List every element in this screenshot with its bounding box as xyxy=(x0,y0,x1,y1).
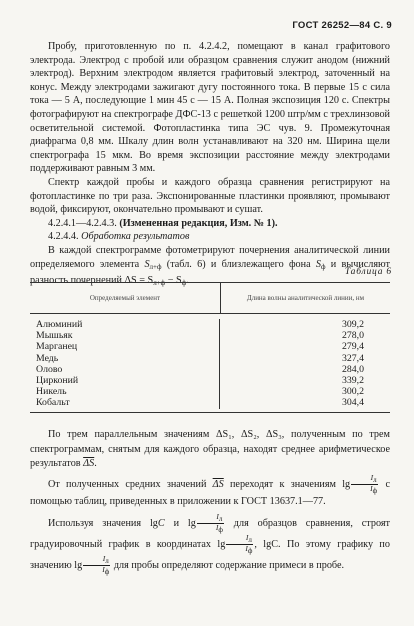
mean-delta-s-2: $\overline{\Delta S}$ xyxy=(212,478,224,490)
cell-wavelength: 284,0 xyxy=(341,363,364,375)
cell-wavelength: 339,2 xyxy=(341,374,364,386)
intensity-ratio xyxy=(226,534,253,555)
paragraph-calibration xyxy=(30,513,390,576)
conversion-text-b: переходят к значениям lg xyxy=(223,478,351,490)
table-row xyxy=(30,375,390,386)
table-header xyxy=(30,283,390,314)
ratio-num: I xyxy=(102,554,106,564)
calibration-text-c: для образцов сравнения, строят градуировочный график в координатах lg xyxy=(30,518,390,551)
section-title: Обработка результатов xyxy=(81,231,190,243)
ratio-den: I xyxy=(245,544,248,554)
cell-wavelength: 279,4 xyxy=(341,341,364,353)
ratio-num: I xyxy=(216,512,219,522)
symbol-s-bg: S xyxy=(315,258,321,270)
paragraph-procedure: Пробу, приготовленную по п. 4.2.4.2, помещают в канал графитового электрода. Электрод с пробой или образцом сравнения служит анодом (нижний электрод). Верхним электродом является графитовый электрод, заточенный на конус. Между электродами зажигают дугу постоянного тока. В первые 15 с сила тока — 5 А, последующие 1 мин 45 с — 15 А. Полная экспозиция 120 с. Спектры фотографируют на спектрографе ДФС-13 с решеткой 1200 штр/мм с трехлинзовой осветительной системой. Фотопластинка типа ЭС чув. 9. Промежуточная диафрагма 0,8 мм. Шкалу длин волн устанавливают на 320 нм. Ширина щели спектрографа 15 мкм. Во время экспозиции расстояние между электродами поддерживают равным 3 мм. xyxy=(30,41,390,175)
ratio-num-sub: л xyxy=(105,557,109,566)
symbol-c: C xyxy=(157,518,165,530)
table-body xyxy=(30,314,390,412)
table-row xyxy=(30,330,390,341)
paragraph-average xyxy=(30,428,390,472)
intensity-ratio xyxy=(83,555,110,576)
symbol-s-bg-sub: ф xyxy=(320,262,326,271)
calibration-text-d: , lg xyxy=(254,539,272,551)
cell-element: Мышьяк xyxy=(30,330,220,341)
cell-element: Никель xyxy=(30,386,220,397)
section-number: 4.2.4.4. xyxy=(48,231,79,243)
cell-element: Кобальт xyxy=(30,397,220,408)
table-row xyxy=(30,386,390,397)
ratio-num-sub: л xyxy=(218,515,223,524)
ratio-den-sub: ф xyxy=(104,568,110,577)
mean-delta-s: $\overline{\Delta S}$ xyxy=(83,458,95,470)
cell-element: Цирконий xyxy=(30,375,220,386)
intensity-ratio xyxy=(351,474,378,495)
intro-text-b: (табл. 6) и близлежащего фона xyxy=(161,258,316,270)
ratio-den-sub: ф xyxy=(247,547,253,556)
table-caption: Таблица 6 xyxy=(344,267,392,277)
wavelength-table xyxy=(30,282,390,413)
cell-wavelength: 309,2 xyxy=(341,319,364,330)
symbol-s-line: S xyxy=(144,258,150,270)
intro-text-d: . xyxy=(186,275,189,287)
ratio-den-sub: ф xyxy=(372,486,378,495)
table-row xyxy=(30,319,390,330)
intro-text-c: и вычисляют разность почернений ΔS = S xyxy=(30,258,390,287)
ratio-num: I xyxy=(370,472,374,482)
ratio-num: I xyxy=(245,533,249,543)
cell-wavelength: 278,0 xyxy=(341,330,364,342)
intensity-ratio xyxy=(197,513,224,534)
conversion-text-c: с помощью таблиц, приведенных в приложении к ГОСТ 13637.1—77. xyxy=(30,478,390,507)
table-row xyxy=(30,341,390,352)
amendment-ref: 4.2.4.1—4.2.4.3. xyxy=(48,217,117,229)
amendment-text: (Измененная редакция, Изм. № 1). xyxy=(119,217,278,229)
conversion-text-a: От полученных средних значений xyxy=(48,478,213,490)
table-row xyxy=(30,353,390,364)
calibration-text-f: для пробы определяют содержание примеси в пробе. xyxy=(111,560,345,572)
cell-wavelength: 304,4 xyxy=(341,397,364,409)
ratio-den: I xyxy=(370,483,373,493)
cell-wavelength: 327,4 xyxy=(341,352,364,364)
calibration-text-a: Используя значения lg xyxy=(48,518,158,530)
table-header-wavelength: Длина волны аналитической линии, нм xyxy=(246,294,365,302)
paragraph-conversion xyxy=(30,474,390,510)
intro-text-a: В каждой спектрограмме фотометрируют почернения аналитической линии определяемого элемента xyxy=(30,244,390,270)
average-text: По трем параллельным значениям ΔS₁, ΔS₂, ΔS₃, полученным по трем спектрограммам, снятым для каждого образца, находят среднее арифметическое результатов xyxy=(30,429,390,470)
ratio-den: I xyxy=(215,523,219,533)
ratio-den-sub: ф xyxy=(218,526,223,535)
formula-sub-2: ф xyxy=(181,279,187,288)
table-header-element: Определяемый элемент xyxy=(30,283,221,313)
symbol-s-line-sub: л+ф xyxy=(149,262,162,271)
table-row xyxy=(30,364,390,375)
calibration-text-b: и lg xyxy=(164,518,196,530)
intro-text-c2: − S xyxy=(165,275,182,287)
cell-element: Медь xyxy=(30,353,220,364)
calibration-text-e: C. По этому графику по значению lg xyxy=(30,539,390,572)
body-text-bottom xyxy=(30,428,390,576)
page-header: ГОСТ 26252—84 С. 9 xyxy=(292,20,392,31)
cell-element: Олово xyxy=(30,364,220,375)
paragraph-registration: Спектр каждой пробы и каждого образца сравнения регистрируют на фотопластинке по три раза. Экспонированные пластинки проявляют, промывают водой, фиксируют, окончательно промывают и сушат. xyxy=(30,176,390,216)
section-heading xyxy=(30,230,390,244)
average-end: . xyxy=(94,458,97,470)
amendment-note xyxy=(30,217,390,231)
cell-wavelength: 300,2 xyxy=(341,386,364,398)
formula-sub-1: л+ф xyxy=(153,279,166,288)
body-text-top xyxy=(30,40,390,291)
cell-element: Марганец xyxy=(30,341,220,352)
ratio-num-sub: л xyxy=(373,475,377,484)
table-row xyxy=(30,397,390,408)
ratio-den: I xyxy=(102,565,105,575)
cell-element: Алюминий xyxy=(30,319,220,330)
ratio-num-sub: л xyxy=(248,536,252,545)
